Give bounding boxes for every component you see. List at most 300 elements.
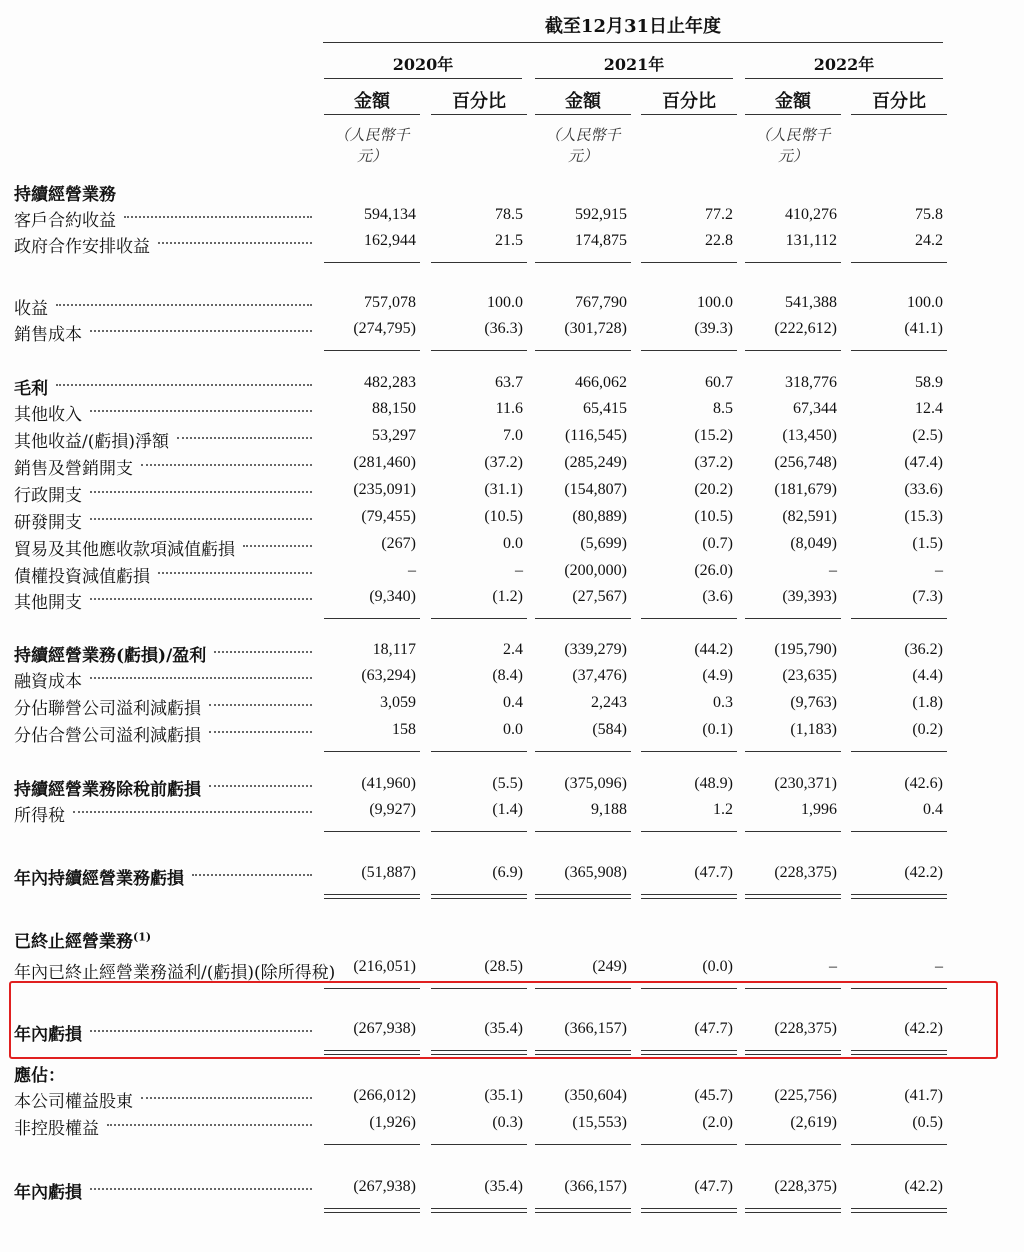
amount-cell: 767,790 <box>575 294 627 311</box>
total-double-rule <box>851 894 947 899</box>
row-label: 應佔： <box>14 1066 65 1086</box>
subtotal-rule <box>745 618 841 619</box>
row-label: 非控股權益 <box>14 1119 99 1139</box>
subtotal-rule <box>324 831 420 832</box>
amount-cell: (23,635) <box>782 667 837 684</box>
highlight-box <box>9 981 998 1059</box>
percent-cell: 11.6 <box>495 400 523 417</box>
col-rule <box>641 114 737 115</box>
row-label: 銷售成本 <box>14 325 82 345</box>
unit-label: （人民幣千元） <box>545 126 621 165</box>
subtotal-rule <box>535 350 631 351</box>
percent-cell: (47.7) <box>694 864 733 881</box>
dotted-leader <box>107 1124 312 1126</box>
table-row <box>0 206 1024 232</box>
percent-cell: (10.5) <box>484 508 523 525</box>
amount-cell: (216,051) <box>353 958 416 975</box>
percent-cell: (48.9) <box>694 775 733 792</box>
subtotal-rule <box>535 262 631 263</box>
dotted-leader <box>90 330 312 332</box>
subtotal-rule <box>324 618 420 619</box>
percent-cell: 12.4 <box>915 400 943 417</box>
total-double-rule <box>745 894 841 899</box>
percent-cell: (0.2) <box>912 721 943 738</box>
percent-cell: (28.5) <box>484 958 523 975</box>
amount-cell: 410,276 <box>785 206 837 223</box>
amount-cell: (256,748) <box>774 454 837 471</box>
total-double-rule <box>535 894 631 899</box>
total-double-rule <box>535 1208 631 1213</box>
percent-cell: (15.2) <box>694 427 733 444</box>
percent-cell: 63.7 <box>495 374 523 391</box>
total-double-rule <box>641 894 737 899</box>
percent-cell: 100.0 <box>907 294 943 311</box>
amount-cell: 9,188 <box>591 801 627 818</box>
percent-cell: 1.2 <box>713 801 733 818</box>
percent-cell: – <box>935 562 943 579</box>
percent-cell: (8.4) <box>492 667 523 684</box>
total-double-rule <box>324 1208 420 1213</box>
percent-header: 百分比 <box>452 91 506 112</box>
amount-cell: (41,960) <box>361 775 416 792</box>
row-label: 年內持續經營業務虧損 <box>14 869 184 889</box>
dotted-leader <box>141 464 312 466</box>
percent-cell: 0.4 <box>503 694 523 711</box>
row-label: 其他開支 <box>14 593 82 613</box>
percent-cell: (35.1) <box>484 1087 523 1104</box>
dotted-leader <box>209 731 312 733</box>
total-double-rule <box>745 1208 841 1213</box>
percent-cell: (31.1) <box>484 481 523 498</box>
percent-cell: (1.4) <box>492 801 523 818</box>
percent-cell: 24.2 <box>915 232 943 249</box>
percent-cell: 0.3 <box>713 694 733 711</box>
percent-cell: (5.5) <box>492 775 523 792</box>
col-rule <box>324 114 420 115</box>
dotted-leader <box>243 545 312 547</box>
amount-cell: – <box>408 562 416 579</box>
table-row <box>0 508 1024 534</box>
amount-cell: (267) <box>381 535 416 552</box>
percent-cell: (37.2) <box>694 454 733 471</box>
amount-cell: (9,763) <box>790 694 837 711</box>
row-label: 融資成本 <box>14 672 82 692</box>
amount-cell: (200,000) <box>564 562 627 579</box>
amount-cell: (267,938) <box>353 1020 416 1037</box>
percent-cell: (41.1) <box>904 320 943 337</box>
year-rule <box>745 78 943 79</box>
amount-header: 金額 <box>354 91 390 112</box>
subtotal-rule <box>535 831 631 832</box>
table-row <box>0 801 1024 827</box>
percent-cell: 78.5 <box>495 206 523 223</box>
dotted-leader <box>90 598 312 600</box>
row-label: 本公司權益股東 <box>14 1092 133 1112</box>
total-double-rule <box>324 894 420 899</box>
amount-cell: (222,612) <box>774 320 837 337</box>
amount-cell: (301,728) <box>564 320 627 337</box>
row-label: 貿易及其他應收款項減值虧損 <box>14 540 235 560</box>
amount-cell: (154,807) <box>564 481 627 498</box>
percent-cell: (35.4) <box>484 1020 523 1037</box>
amount-cell: (366,157) <box>564 1178 627 1195</box>
year-rule <box>324 78 522 79</box>
subtotal-rule <box>431 831 527 832</box>
percent-cell: – <box>935 958 943 975</box>
table-row <box>0 427 1024 453</box>
subtotal-rule <box>641 618 737 619</box>
amount-cell: 318,776 <box>785 374 837 391</box>
percent-cell: (2.5) <box>912 427 943 444</box>
year-header: 2021年 <box>603 55 665 74</box>
percent-cell: (1.2) <box>492 588 523 605</box>
subtotal-rule <box>431 262 527 263</box>
dotted-leader <box>90 491 312 493</box>
year-header: 2020年 <box>392 55 454 74</box>
percent-cell: 2.4 <box>503 641 523 658</box>
percent-cell: (45.7) <box>694 1087 733 1104</box>
percent-cell: (33.6) <box>904 481 943 498</box>
dotted-leader <box>90 677 312 679</box>
percent-cell: 77.2 <box>705 206 733 223</box>
col-rule <box>431 114 527 115</box>
amount-cell: 541,388 <box>785 294 837 311</box>
percent-cell: (44.2) <box>694 641 733 658</box>
row-label: 持續經營業務除稅前虧損 <box>14 780 201 800</box>
percent-cell: 21.5 <box>495 232 523 249</box>
subtotal-rule <box>431 350 527 351</box>
amount-cell: (274,795) <box>353 320 416 337</box>
amount-cell: (116,545) <box>564 427 627 444</box>
row-label: 年內已終止經營業務溢利/(虧損)(除所得稅) <box>14 963 336 983</box>
amount-cell: 592,915 <box>575 206 627 223</box>
amount-cell: (339,279) <box>564 641 627 658</box>
amount-cell: 67,344 <box>793 400 837 417</box>
percent-cell: (47.7) <box>694 1178 733 1195</box>
total-double-rule <box>431 1208 527 1213</box>
dotted-leader <box>158 242 312 244</box>
table-row <box>0 641 1024 667</box>
percent-cell: 60.7 <box>705 374 733 391</box>
table-row <box>0 374 1024 400</box>
subtotal-rule <box>745 1144 841 1145</box>
subtotal-rule <box>535 1144 631 1145</box>
percent-cell: (20.2) <box>694 481 733 498</box>
amount-cell: (228,375) <box>774 864 837 881</box>
col-rule <box>745 114 841 115</box>
row-label: 行政開支 <box>14 486 82 506</box>
row-label: 持續經營業務(虧損)/盈利 <box>14 646 207 666</box>
row-label: 其他收入 <box>14 405 82 425</box>
percent-cell: 22.8 <box>705 232 733 249</box>
amount-cell: (225,756) <box>774 1087 837 1104</box>
row-label: 分佔合營公司溢利減虧損 <box>14 726 201 746</box>
amount-cell: (249) <box>592 958 627 975</box>
unit-label: （人民幣千元） <box>334 126 410 165</box>
dotted-leader <box>90 518 312 520</box>
col-rule <box>851 114 947 115</box>
table-row <box>0 320 1024 346</box>
amount-cell: 18,117 <box>372 641 416 658</box>
amount-cell: (39,393) <box>782 588 837 605</box>
subtotal-rule <box>851 618 947 619</box>
subtotal-rule <box>641 262 737 263</box>
amount-cell: (63,294) <box>361 667 416 684</box>
percent-cell: (2.0) <box>702 1114 733 1131</box>
percent-cell: 7.0 <box>503 427 523 444</box>
table-row <box>0 864 1024 890</box>
subtotal-rule <box>851 751 947 752</box>
amount-cell: (2,619) <box>790 1114 837 1131</box>
table-row <box>0 294 1024 320</box>
subtotal-rule <box>851 831 947 832</box>
amount-cell: (15,553) <box>572 1114 627 1131</box>
dotted-leader <box>90 410 312 412</box>
percent-cell: (42.2) <box>904 1178 943 1195</box>
row-label: 已終止經營業務$^{(1)}$ <box>14 930 152 952</box>
row-label: 毛利 <box>14 379 48 399</box>
table-row <box>0 1087 1024 1113</box>
percent-cell: 58.9 <box>915 374 943 391</box>
header-rule <box>323 42 943 43</box>
percent-cell: (42.2) <box>904 864 943 881</box>
total-double-rule <box>431 894 527 899</box>
percent-cell: (41.7) <box>904 1087 943 1104</box>
table-row <box>0 535 1024 561</box>
amount-cell: (350,604) <box>564 1087 627 1104</box>
percent-header: 百分比 <box>872 91 926 112</box>
percent-cell: – <box>515 562 523 579</box>
table-row <box>0 232 1024 258</box>
dotted-leader <box>209 785 312 787</box>
amount-cell: (1,926) <box>369 1114 416 1131</box>
percent-cell: 100.0 <box>697 294 733 311</box>
dotted-leader <box>209 704 312 706</box>
percent-cell: (4.9) <box>702 667 733 684</box>
percent-cell: (0.7) <box>702 535 733 552</box>
amount-cell: (266,012) <box>353 1087 416 1104</box>
period-header: 截至12月31日止年度 <box>544 16 722 37</box>
dotted-leader <box>56 384 312 386</box>
percent-cell: 0.0 <box>503 535 523 552</box>
amount-cell: (9,927) <box>369 801 416 818</box>
subtotal-rule <box>745 262 841 263</box>
amount-cell: – <box>829 958 837 975</box>
subtotal-rule <box>324 262 420 263</box>
subtotal-rule <box>431 1144 527 1145</box>
amount-cell: (366,157) <box>564 1020 627 1037</box>
table-row <box>0 775 1024 801</box>
table-row <box>0 588 1024 614</box>
amount-cell: 174,875 <box>575 232 627 249</box>
table-row <box>0 400 1024 426</box>
percent-cell: (37.2) <box>484 454 523 471</box>
amount-cell: (584) <box>592 721 627 738</box>
amount-cell: 131,112 <box>785 232 837 249</box>
table-row <box>0 481 1024 507</box>
percent-cell: (0.3) <box>492 1114 523 1131</box>
table-row <box>0 1114 1024 1140</box>
dotted-leader <box>141 1097 312 1099</box>
subtotal-rule <box>431 618 527 619</box>
percent-cell: 75.8 <box>915 206 943 223</box>
row-label: 年內虧損 <box>14 1183 82 1203</box>
total-double-rule <box>851 1208 947 1213</box>
table-row <box>0 694 1024 720</box>
percent-cell: (3.6) <box>702 588 733 605</box>
amount-cell: 482,283 <box>364 374 416 391</box>
percent-cell: (1.8) <box>912 694 943 711</box>
percent-cell: (42.2) <box>904 1020 943 1037</box>
percent-cell: (0.5) <box>912 1114 943 1131</box>
row-label: 債權投資減值虧損 <box>14 567 150 587</box>
percent-cell: (7.3) <box>912 588 943 605</box>
amount-cell: 466,062 <box>575 374 627 391</box>
amount-cell: (365,908) <box>564 864 627 881</box>
year-header: 2022年 <box>813 55 875 74</box>
percent-cell: (35.4) <box>484 1178 523 1195</box>
amount-cell: 1,996 <box>801 801 837 818</box>
table-row <box>0 180 1024 206</box>
row-label: 所得稅 <box>14 806 65 826</box>
percent-cell: (36.3) <box>484 320 523 337</box>
amount-cell: (228,375) <box>774 1020 837 1037</box>
amount-header: 金額 <box>565 91 601 112</box>
amount-cell: (27,567) <box>572 588 627 605</box>
percent-cell: (10.5) <box>694 508 733 525</box>
subtotal-rule <box>324 350 420 351</box>
row-label: 收益 <box>14 299 48 319</box>
row-label: 銷售及營銷開支 <box>14 459 133 479</box>
subtotal-rule <box>535 618 631 619</box>
subtotal-rule <box>851 350 947 351</box>
amount-cell: (375,096) <box>564 775 627 792</box>
row-label: 其他收益/(虧損)淨額 <box>14 432 169 452</box>
amount-cell: 88,150 <box>372 400 416 417</box>
table-row <box>0 927 1024 953</box>
subtotal-rule <box>745 751 841 752</box>
percent-cell: (39.3) <box>694 320 733 337</box>
percent-cell: 8.5 <box>713 400 733 417</box>
amount-cell: (51,887) <box>361 864 416 881</box>
dotted-leader <box>90 1188 312 1190</box>
dotted-leader <box>192 874 312 876</box>
percent-cell: (47.4) <box>904 454 943 471</box>
subtotal-rule <box>641 751 737 752</box>
amount-cell: 2,243 <box>591 694 627 711</box>
percent-cell: 100.0 <box>487 294 523 311</box>
amount-cell: (235,091) <box>353 481 416 498</box>
percent-cell: (6.9) <box>492 864 523 881</box>
amount-cell: (267,938) <box>353 1178 416 1195</box>
row-label: 年內虧損 <box>14 1025 82 1045</box>
subtotal-rule <box>851 262 947 263</box>
amount-cell: (281,460) <box>353 454 416 471</box>
row-label: 研發開支 <box>14 513 82 533</box>
subtotal-rule <box>745 350 841 351</box>
percent-cell: (4.4) <box>912 667 943 684</box>
subtotal-rule <box>431 751 527 752</box>
amount-cell: (13,450) <box>782 427 837 444</box>
percent-cell: (15.3) <box>904 508 943 525</box>
amount-cell: (181,679) <box>774 481 837 498</box>
table-row <box>0 562 1024 588</box>
percent-cell: 0.4 <box>923 801 943 818</box>
amount-cell: 162,944 <box>364 232 416 249</box>
dotted-leader <box>158 572 312 574</box>
dotted-leader <box>214 651 312 653</box>
amount-header: 金額 <box>775 91 811 112</box>
subtotal-rule <box>641 831 737 832</box>
amount-cell: (285,249) <box>564 454 627 471</box>
table-row <box>0 1061 1024 1087</box>
percent-cell: (47.7) <box>694 1020 733 1037</box>
percent-cell: (42.6) <box>904 775 943 792</box>
row-label: 分佔聯營公司溢利減虧損 <box>14 699 201 719</box>
amount-cell: (82,591) <box>782 508 837 525</box>
amount-cell: (8,049) <box>790 535 837 552</box>
subtotal-rule <box>324 1144 420 1145</box>
amount-cell: – <box>829 562 837 579</box>
amount-cell: 757,078 <box>364 294 416 311</box>
table-row <box>0 454 1024 480</box>
subtotal-rule <box>851 1144 947 1145</box>
percent-cell: (36.2) <box>904 641 943 658</box>
amount-cell: 65,415 <box>583 400 627 417</box>
row-label: 持續經營業務 <box>14 185 116 205</box>
total-double-rule <box>641 1208 737 1213</box>
amount-cell: (37,476) <box>572 667 627 684</box>
amount-cell: 53,297 <box>372 427 416 444</box>
subtotal-rule <box>641 350 737 351</box>
footnote-marker: (1) <box>133 930 152 944</box>
amount-cell: (195,790) <box>774 641 837 658</box>
table-row <box>0 667 1024 693</box>
percent-cell: (0.0) <box>702 958 733 975</box>
row-label: 政府合作安排收益 <box>14 237 150 257</box>
subtotal-rule <box>535 751 631 752</box>
subtotal-rule <box>745 831 841 832</box>
dotted-leader <box>56 304 312 306</box>
col-rule <box>535 114 631 115</box>
unit-label: （人民幣千元） <box>755 126 831 165</box>
subtotal-rule <box>324 751 420 752</box>
table-row <box>0 1178 1024 1204</box>
amount-cell: (228,375) <box>774 1178 837 1195</box>
amount-cell: (9,340) <box>369 588 416 605</box>
dotted-leader <box>73 811 312 813</box>
amount-cell: 594,134 <box>364 206 416 223</box>
dotted-leader <box>124 216 312 218</box>
amount-cell: 3,059 <box>380 694 416 711</box>
amount-cell: 158 <box>392 721 416 738</box>
percent-cell: (1.5) <box>912 535 943 552</box>
amount-cell: (80,889) <box>572 508 627 525</box>
subtotal-rule <box>641 1144 737 1145</box>
percent-cell: 0.0 <box>503 721 523 738</box>
amount-cell: (230,371) <box>774 775 837 792</box>
percent-cell: (0.1) <box>702 721 733 738</box>
amount-cell: (5,699) <box>580 535 627 552</box>
row-label: 客戶合約收益 <box>14 211 116 231</box>
dotted-leader <box>177 437 312 439</box>
amount-cell: (79,455) <box>361 508 416 525</box>
amount-cell: (1,183) <box>790 721 837 738</box>
percent-header: 百分比 <box>662 91 716 112</box>
table-row <box>0 721 1024 747</box>
year-rule <box>535 78 733 79</box>
percent-cell: (26.0) <box>694 562 733 579</box>
